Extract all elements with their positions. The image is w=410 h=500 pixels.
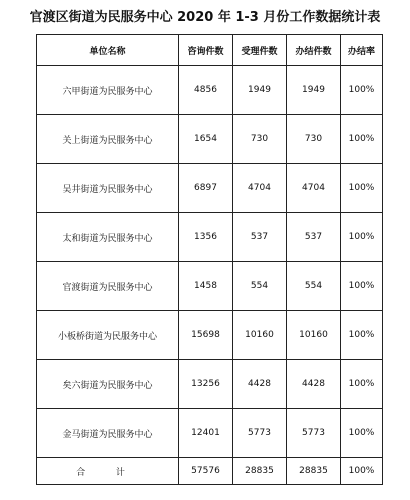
cell-completion-rate: 100%: [341, 213, 383, 262]
cell-completion-rate: 100%: [341, 262, 383, 311]
cell-unit-name: 官渡街道为民服务中心: [37, 262, 179, 311]
table-row: [37, 66, 383, 115]
cell-inquiry-count: 1356: [179, 213, 233, 262]
cell-unit-name: 金马街道为民服务中心: [37, 409, 179, 458]
cell-completed-count: 5773: [287, 409, 341, 458]
cell-inquiry-count: 6897: [179, 164, 233, 213]
cell-completed-count: 554: [287, 262, 341, 311]
cell-inquiry-count: 1458: [179, 262, 233, 311]
cell-accepted-count: 4704: [233, 164, 287, 213]
cell-inquiry-count: 15698: [179, 311, 233, 360]
cell-unit-name: 矣六街道为民服务中心: [37, 360, 179, 409]
cell-inquiry-count: 4856: [179, 66, 233, 115]
header-completion-rate: 办结率: [341, 35, 383, 66]
cell-accepted-count: 554: [233, 262, 287, 311]
cell-completion-rate: 100%: [341, 66, 383, 115]
cell-accepted-count: 4428: [233, 360, 287, 409]
cell-completion-rate: 100%: [341, 409, 383, 458]
page-title: 官渡区街道为民服务中心 2020 年 1-3 月份工作数据统计表: [29, 10, 381, 25]
total-label: 合 计: [37, 458, 179, 485]
cell-completion-rate: 100%: [341, 164, 383, 213]
cell-unit-name: 吴井街道为民服务中心: [37, 164, 179, 213]
cell-inquiry-count: 12401: [179, 409, 233, 458]
cell-completion-rate: 100%: [341, 115, 383, 164]
cell-completion-rate: 100%: [341, 311, 383, 360]
cell-completion-rate: 100%: [341, 360, 383, 409]
table-row: [37, 164, 383, 213]
total-completed-count: 28835: [287, 458, 341, 485]
cell-completed-count: 10160: [287, 311, 341, 360]
cell-accepted-count: 10160: [233, 311, 287, 360]
cell-completed-count: 537: [287, 213, 341, 262]
total-completion-rate: 100%: [341, 458, 383, 485]
cell-completed-count: 1949: [287, 66, 341, 115]
statistics-table: [36, 34, 383, 485]
table-header-row: [37, 35, 383, 66]
cell-inquiry-count: 1654: [179, 115, 233, 164]
total-row: [37, 458, 383, 485]
table-row: [37, 115, 383, 164]
cell-completed-count: 4428: [287, 360, 341, 409]
cell-unit-name: 六甲街道为民服务中心: [37, 66, 179, 115]
header-completed-count: 办结件数: [287, 35, 341, 66]
cell-inquiry-count: 13256: [179, 360, 233, 409]
cell-accepted-count: 1949: [233, 66, 287, 115]
table-row: [37, 360, 383, 409]
total-accepted-count: 28835: [233, 458, 287, 485]
cell-unit-name: 太和街道为民服务中心: [37, 213, 179, 262]
table-row: [37, 311, 383, 360]
header-accepted-count: 受理件数: [233, 35, 287, 66]
cell-accepted-count: 730: [233, 115, 287, 164]
table-row: [37, 213, 383, 262]
cell-unit-name: 小板桥街道为民服务中心: [37, 311, 179, 360]
total-inquiry-count: 57576: [179, 458, 233, 485]
cell-completed-count: 4704: [287, 164, 341, 213]
table-row: [37, 262, 383, 311]
header-unit-name: 单位名称: [37, 35, 179, 66]
header-inquiry-count: 咨询件数: [179, 35, 233, 66]
cell-accepted-count: 537: [233, 213, 287, 262]
table-row: [37, 409, 383, 458]
cell-completed-count: 730: [287, 115, 341, 164]
cell-unit-name: 关上街道为民服务中心: [37, 115, 179, 164]
cell-accepted-count: 5773: [233, 409, 287, 458]
